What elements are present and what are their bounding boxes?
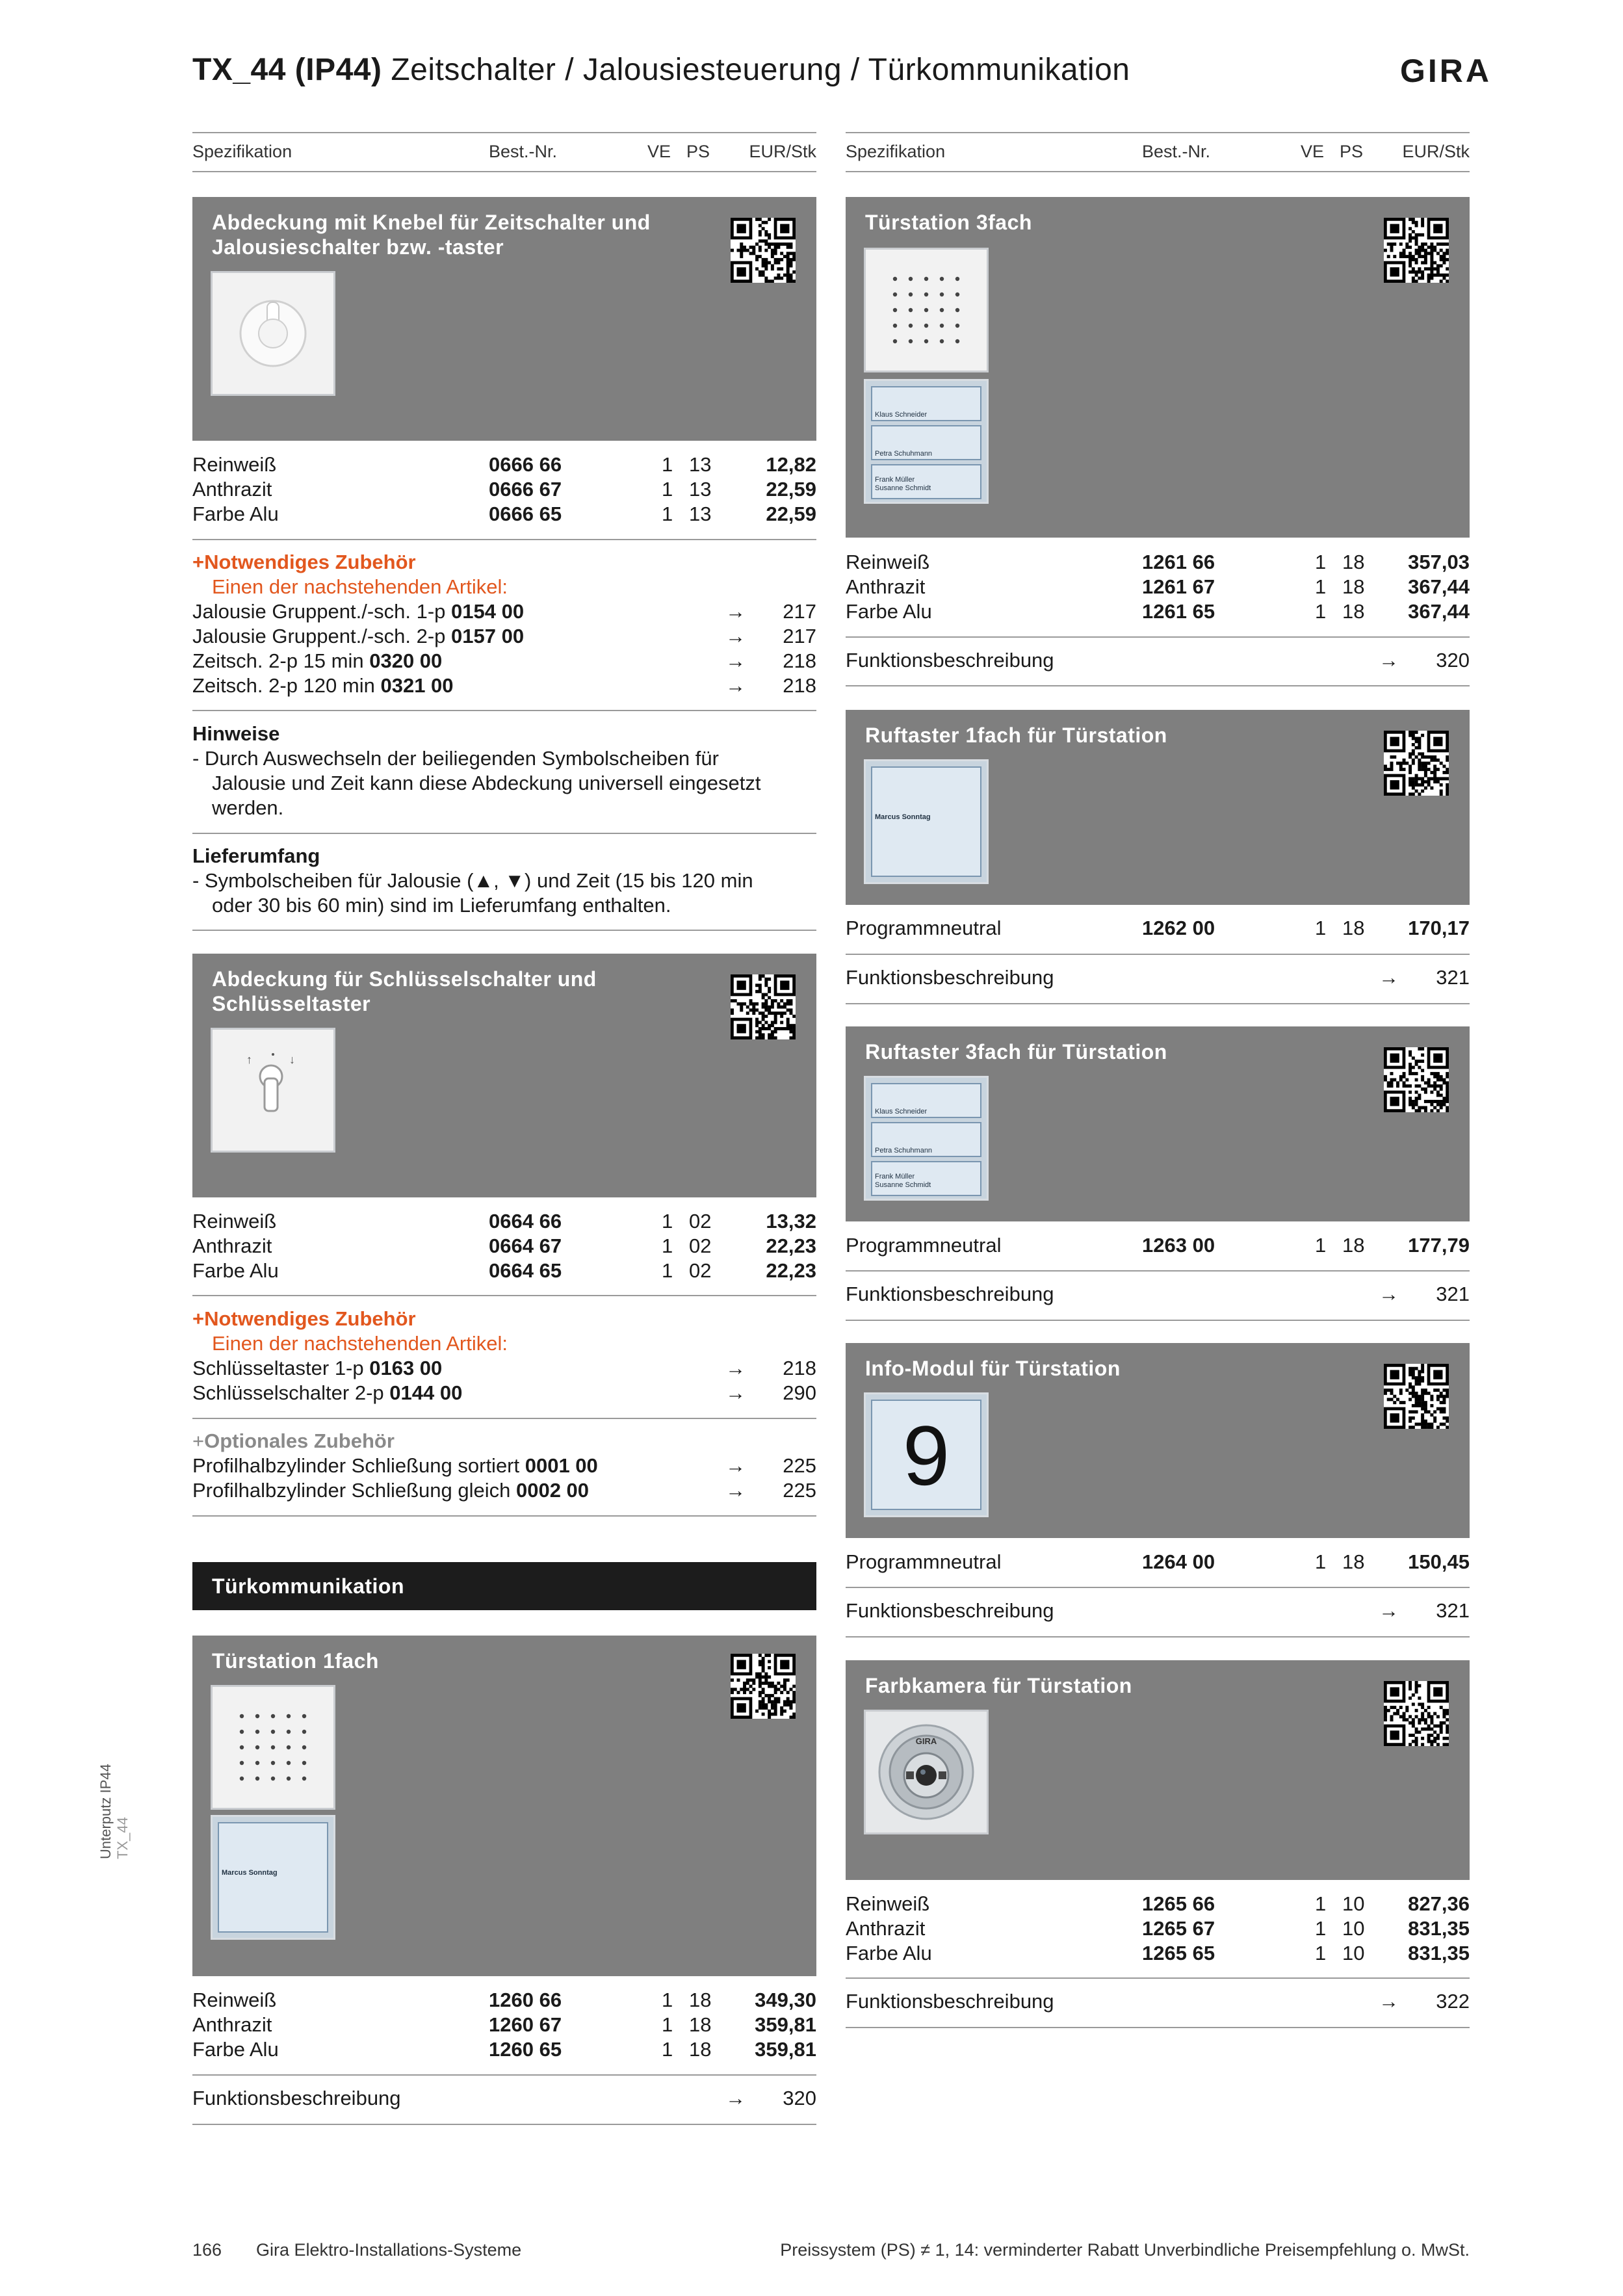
- accessory-item: Jalousie Gruppent./-sch. 1-p 0154 00 → 217: [192, 600, 816, 623]
- table-row: Programmneutral 1263 00 1 18 177,79: [846, 1234, 1470, 1257]
- qr-code-icon: [1384, 218, 1449, 283]
- product-box-knebel: [192, 197, 816, 441]
- table-row: Anthrazit 0666 67 1 13 22,59: [192, 478, 816, 501]
- section-header: Türkommunikation: [192, 1562, 816, 1610]
- table-row: Reinweiß 1265 66 1 10 827,36: [846, 1892, 1470, 1915]
- product-title: Türstation 1fach: [212, 1649, 379, 1673]
- info-module-image: 9: [864, 1392, 989, 1517]
- table-row: Farbe Alu 0666 65 1 13 22,59: [192, 502, 816, 525]
- accessory-heading: +Notwendiges Zubehör: [192, 1307, 416, 1330]
- footer-company: Gira Elektro-Installations-Systeme: [256, 2240, 522, 2260]
- brand-logo: GIRA: [1400, 53, 1492, 89]
- product-box-door-station-1: [192, 1636, 816, 1976]
- table-row: Reinweiß 0666 66 1 13 12,82: [192, 453, 816, 476]
- table-row: Programmneutral 1262 00 1 18 170,17: [846, 917, 1470, 939]
- qr-code-icon: [731, 974, 796, 1039]
- delivery-heading: Lieferumfang: [192, 844, 320, 867]
- product-box-door-station-3: [846, 197, 1470, 538]
- table-row: Reinweiß 0664 66 1 02 13,32: [192, 1210, 816, 1233]
- divider: [846, 1636, 1470, 1637]
- product-title: Abdeckung für Schlüsselschalter und Schlüsseltaster: [212, 967, 597, 1015]
- table-row: Reinweiß 1260 66 1 18 349,30: [192, 1989, 816, 2011]
- qr-code-icon: [731, 218, 796, 283]
- divider: [846, 2027, 1470, 2028]
- table-row: Reinweiß 1261 66 1 18 357,03: [846, 551, 1470, 573]
- table-row: Farbe Alu 1265 65 1 10 831,35: [846, 1942, 1470, 1964]
- svg-text:↓: ↓: [289, 1053, 295, 1066]
- function-link[interactable]: Funktionsbeschreibung → 322: [846, 1990, 1470, 2013]
- divider: [846, 954, 1470, 955]
- product-title: Info-Modul für Türstation: [865, 1357, 1121, 1380]
- function-link[interactable]: Funktionsbeschreibung → 320: [192, 2087, 816, 2109]
- divider: [846, 1977, 1470, 1979]
- product-box-call-button-3: [846, 1026, 1470, 1221]
- svg-text:GIRA: GIRA: [915, 1736, 937, 1746]
- product-title: Abdeckung mit Knebel für Zeitschalter und Jalousieschalter bzw. -taster: [212, 211, 651, 259]
- accessory-subheading: Einen der nachstehenden Artikel:: [212, 575, 508, 598]
- divider: [192, 1418, 816, 1419]
- table-row: Anthrazit 0664 67 1 02 22,23: [192, 1234, 816, 1257]
- product-title: Ruftaster 1fach für Türstation: [865, 724, 1167, 747]
- footer-note: Preissystem (PS) ≠ 1, 14: verminderter Rabatt Unverbindliche Preisempfehlung o. MwSt.: [780, 2240, 1470, 2260]
- accessory-item: Jalousie Gruppent./-sch. 2-p 0157 00 → 217: [192, 625, 816, 647]
- notes-heading: Hinweise: [192, 722, 280, 745]
- column-header-right: Spezifikation Best.-Nr. VE PS EUR/Stk: [846, 132, 1470, 172]
- delivery-text: - Symbolscheiben für Jalousie (▲, ▼) und Zeit (15 bis 120 min: [192, 869, 753, 892]
- notes-text: - Durch Auswechseln der beiliegenden Symbolscheiben für: [192, 747, 719, 770]
- table-row: Anthrazit 1261 67 1 18 367,44: [846, 575, 1470, 598]
- notes-text: Jalousie und Zeit kann diese Abdeckung universell eingesetzt: [212, 772, 761, 794]
- knob-cover-image: [211, 271, 335, 396]
- product-box-camera: [846, 1660, 1470, 1880]
- side-label: Unterputz IP44 TX_44: [97, 1764, 131, 1859]
- call-button-3-image: Klaus Schneider Petra Schuhmann Frank Müller Susanne Schmidt: [864, 379, 989, 504]
- product-title: Türstation 3fach: [865, 211, 1032, 234]
- accessory-item: Profilhalbzylinder Schließung gleich 0002 00 → 225: [192, 1479, 816, 1502]
- table-row: Programmneutral 1264 00 1 18 150,45: [846, 1550, 1470, 1573]
- qr-code-icon: [1384, 1364, 1449, 1429]
- divider: [192, 1515, 816, 1517]
- divider: [192, 930, 816, 931]
- delivery-text: oder 30 bis 60 min) sind im Lieferumfang enthalten.: [212, 894, 671, 917]
- optional-heading: +Optionales Zubehör: [192, 1429, 395, 1452]
- divider: [192, 710, 816, 711]
- divider: [192, 2124, 816, 2125]
- accessory-item: Zeitsch. 2-p 120 min 0321 00 → 218: [192, 674, 816, 697]
- camera-image: [864, 1710, 989, 1834]
- qr-code-icon: [1384, 1681, 1449, 1746]
- call-button-image: Marcus Sonntag: [864, 759, 989, 884]
- divider: [192, 1295, 816, 1296]
- divider: [846, 1320, 1470, 1321]
- page-title: TX_44 (IP44) Zeitschalter / Jalousiesteuerung / Türkommunikation: [192, 53, 1130, 87]
- speaker-grille-image: [211, 1685, 335, 1810]
- function-link[interactable]: Funktionsbeschreibung → 321: [846, 1599, 1470, 1622]
- table-row: Farbe Alu 0664 65 1 02 22,23: [192, 1259, 816, 1282]
- speaker-grille-image: [864, 248, 989, 372]
- qr-code-icon: [1384, 731, 1449, 796]
- product-box-key-switch: [192, 954, 816, 1197]
- table-row: Farbe Alu 1261 65 1 18 367,44: [846, 600, 1470, 623]
- product-title: Ruftaster 3fach für Türstation: [865, 1040, 1167, 1063]
- function-link[interactable]: Funktionsbeschreibung → 321: [846, 1283, 1470, 1305]
- call-button-3-image: Klaus Schneider Petra Schuhmann Frank Müller Susanne Schmidt: [864, 1076, 989, 1201]
- product-title: Farbkamera für Türstation: [865, 1674, 1132, 1697]
- product-box-call-button-1: [846, 710, 1470, 905]
- qr-code-icon: [731, 1654, 796, 1719]
- function-link[interactable]: Funktionsbeschreibung → 321: [846, 966, 1470, 989]
- accessory-item: Profilhalbzylinder Schließung sortiert 0001 00 → 225: [192, 1454, 816, 1477]
- function-link[interactable]: Funktionsbeschreibung → 320: [846, 649, 1470, 672]
- divider: [846, 1270, 1470, 1272]
- divider: [846, 685, 1470, 686]
- svg-text:↑: ↑: [246, 1053, 252, 1066]
- table-row: Farbe Alu 1260 65 1 18 359,81: [192, 2038, 816, 2061]
- table-row: Anthrazit 1265 67 1 10 831,35: [846, 1917, 1470, 1940]
- divider: [192, 833, 816, 834]
- column-header-left: Spezifikation Best.-Nr. VE PS EUR/Stk: [192, 132, 816, 172]
- divider: [846, 1003, 1470, 1004]
- divider: [846, 636, 1470, 638]
- qr-code-icon: [1384, 1047, 1449, 1112]
- page-number: 166: [192, 2240, 222, 2260]
- divider: [192, 539, 816, 540]
- accessory-item: Schlüsseltaster 1-p 0163 00 → 218: [192, 1357, 816, 1379]
- key-cover-image: [211, 1028, 335, 1153]
- notes-text: werden.: [212, 796, 284, 819]
- accessory-heading: +Notwendiges Zubehör: [192, 551, 416, 573]
- divider: [846, 1587, 1470, 1588]
- accessory-subheading: Einen der nachstehenden Artikel:: [212, 1332, 508, 1355]
- call-button-image: Marcus Sonntag: [211, 1815, 335, 1940]
- table-row: Anthrazit 1260 67 1 18 359,81: [192, 2013, 816, 2036]
- product-box-info-module: [846, 1343, 1470, 1538]
- accessory-item: Zeitsch. 2-p 15 min 0320 00 → 218: [192, 649, 816, 672]
- divider: [192, 2074, 816, 2076]
- accessory-item: Schlüsselschalter 2-p 0144 00 → 290: [192, 1381, 816, 1404]
